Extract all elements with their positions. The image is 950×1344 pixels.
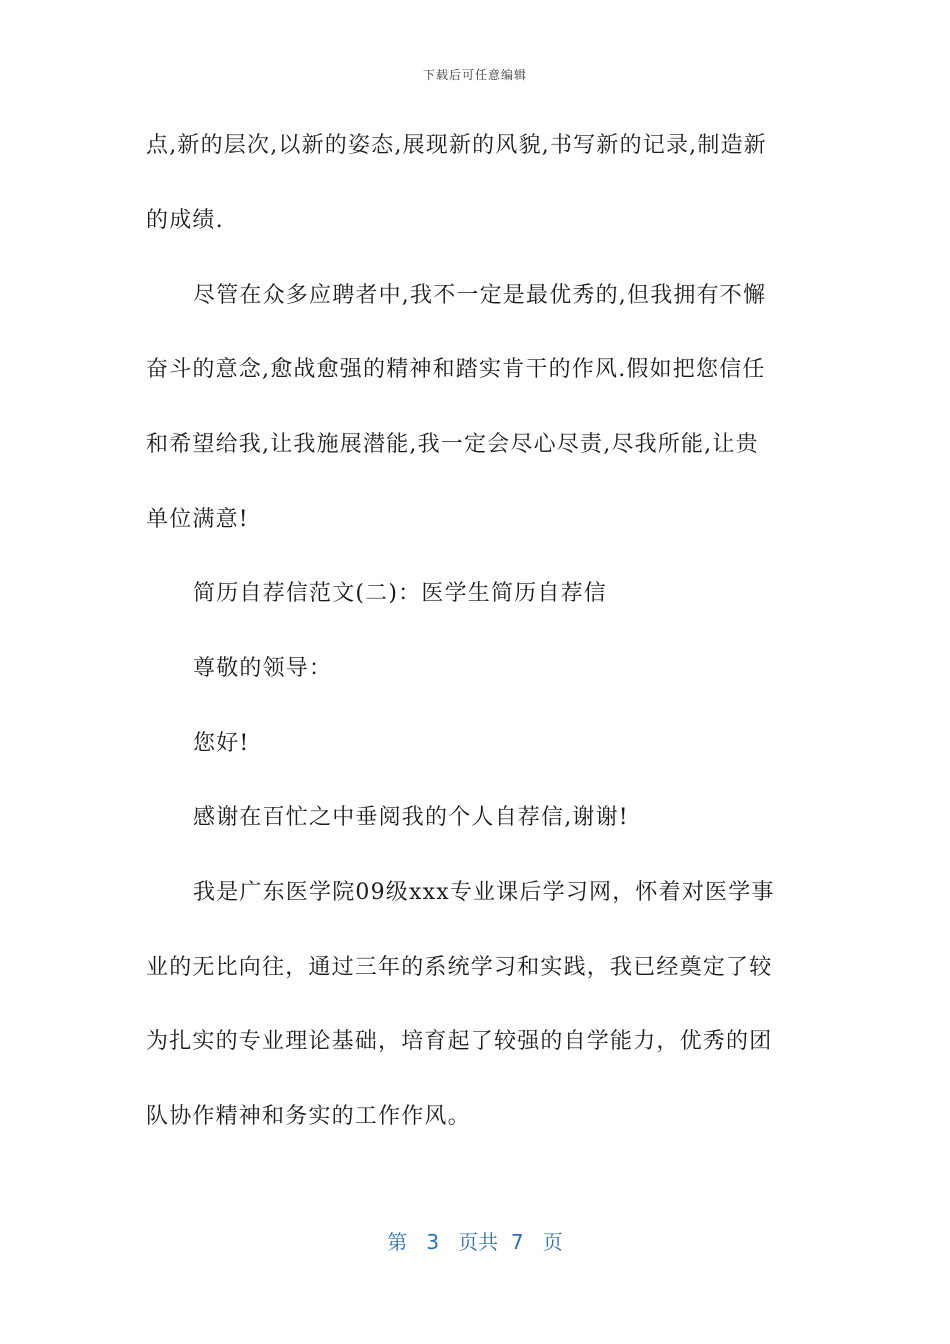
footer-suffix: 页 [542, 1230, 563, 1254]
text-line: 和希望给我,让我施展潜能,我一定会尽心尽责,尽我所能,让贵 [146, 432, 759, 457]
total-page-count: 7 [510, 1230, 524, 1254]
header-note: 下载后可任意编辑 [422, 68, 527, 82]
paragraph-line: 感谢在百忙之中垂阅我的个人自荐信,谢谢! [193, 805, 629, 830]
text-line: 点,新的层次,以新的姿态,展现新的风貌,书写新的记录,制造新 [146, 133, 767, 158]
paragraph-line: 尽管在众多应聘者中,我不一定是最优秀的,但我拥有不懈 [193, 283, 767, 308]
current-page-number: 3 [426, 1230, 440, 1254]
greeting: 您好! [193, 731, 250, 756]
page-footer [0, 1226, 950, 1255]
section-heading: 简历自荐信范文(二)：医学生简历自荐信 [193, 581, 607, 606]
text-line: 业的无比向往，通过三年的系统学习和实践，我已经奠定了较 [146, 955, 773, 980]
footer-middle: 页共 [458, 1230, 499, 1254]
text-line: 单位满意! [146, 507, 249, 532]
text-line: 为扎实的专业理论基础，培育起了较强的自学能力，优秀的团 [146, 1029, 773, 1054]
paragraph-line: 我是广东医学院09级xxx专业课后学习网，怀着对医学事 [193, 880, 775, 905]
salutation: 尊敬的领导： [193, 656, 333, 681]
text-line: 队协作精神和务实的工作作风。 [146, 1104, 471, 1129]
text-line: 奋斗的意念,愈战愈强的精神和踏实肯干的作风.假如把您信任 [146, 357, 766, 382]
text-line: 的成绩. [146, 208, 224, 233]
footer-prefix: 第 [387, 1230, 408, 1254]
